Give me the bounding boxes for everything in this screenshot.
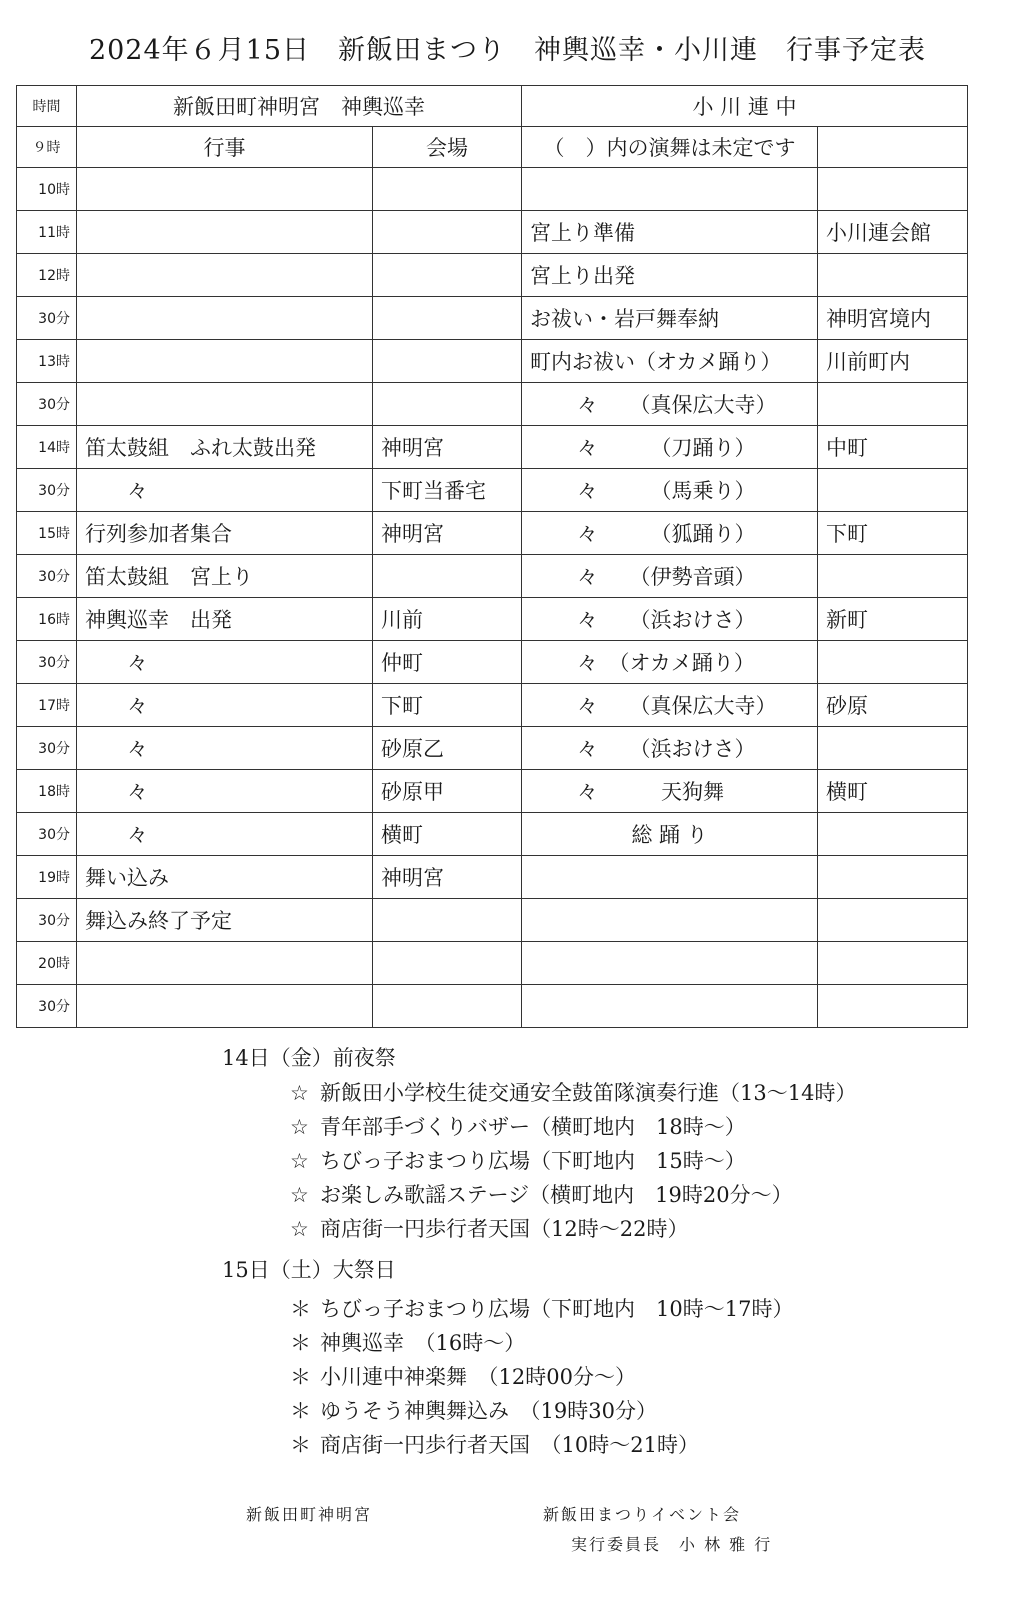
time-cell: 10時 — [17, 168, 77, 211]
event-cell: 々 — [77, 469, 373, 512]
place-cell — [818, 813, 968, 856]
event-cell: 々 — [77, 641, 373, 684]
place-cell — [818, 641, 968, 684]
place-cell: 川前町内 — [818, 340, 968, 383]
bullet-icon: ＊ — [290, 1297, 311, 1321]
bullet-icon: ☆ — [290, 1183, 309, 1207]
time-cell: 17時 — [17, 684, 77, 727]
table-row — [17, 383, 968, 426]
event-cell — [77, 985, 373, 1028]
day14-item — [290, 1111, 746, 1141]
bullet-icon: ☆ — [290, 1149, 309, 1173]
place-cell: 神明宮境内 — [818, 297, 968, 340]
day15-item — [290, 1395, 657, 1425]
event-cell: 笛太鼓組 ふれ太鼓出発 — [77, 426, 373, 469]
place-cell — [818, 469, 968, 512]
note-text: ちびっ子おまつり広場（下町地内 15時～） — [320, 1149, 746, 1173]
place-cell: 横町 — [818, 770, 968, 813]
place-header — [818, 127, 968, 168]
venue-cell: 下町当番宅 — [373, 469, 522, 512]
ogawa-cell: 々 （真保広大寺） — [522, 684, 818, 727]
event-cell: 々 — [77, 770, 373, 813]
event-cell — [77, 340, 373, 383]
venue-cell: 横町 — [373, 813, 522, 856]
table-row — [17, 297, 968, 340]
ogawa-cell: 々 （刀踊り） — [522, 426, 818, 469]
time-cell: 13時 — [17, 340, 77, 383]
ogawa-cell: お祓い・岩戸舞奉納 — [522, 297, 818, 340]
table-row — [17, 727, 968, 770]
venue-cell: 神明宮 — [373, 512, 522, 555]
bullet-icon: ☆ — [290, 1115, 309, 1139]
event-cell — [77, 383, 373, 426]
venue-cell — [373, 899, 522, 942]
event-cell — [77, 168, 373, 211]
time-cell: ９時 — [17, 127, 77, 168]
table-subheader-row — [17, 127, 968, 168]
ogawa-cell — [522, 985, 818, 1028]
bullet-icon: ＊ — [290, 1433, 311, 1457]
event-cell — [77, 942, 373, 985]
bullet-icon: ☆ — [290, 1081, 309, 1105]
time-cell: 30分 — [17, 813, 77, 856]
ogawa-cell: 々 （浜おけさ） — [522, 598, 818, 641]
day14-item — [290, 1077, 856, 1107]
venue-cell: 砂原甲 — [373, 770, 522, 813]
table-row — [17, 985, 968, 1028]
venue-cell: 神明宮 — [373, 856, 522, 899]
event-cell — [77, 254, 373, 297]
page-title: 2024年６月15日 新飯田まつり 神輿巡幸・小川連 行事予定表 — [88, 35, 927, 66]
table-row — [17, 168, 968, 211]
place-cell — [818, 254, 968, 297]
note-text: 新飯田小学校生徒交通安全鼓笛隊演奏行進（13～14時） — [320, 1081, 857, 1105]
ogawa-cell: 々 （浜おけさ） — [522, 727, 818, 770]
time-cell: 30分 — [17, 727, 77, 770]
note-text: ちびっ子おまつり広場（下町地内 10時～17時） — [320, 1297, 794, 1321]
note-text: お楽しみ歌謡ステージ（横町地内 19時20分～） — [320, 1183, 793, 1207]
note-text: 青年部手づくりバザー（横町地内 18時～） — [320, 1115, 746, 1139]
place-cell: 下町 — [818, 512, 968, 555]
venue-cell: 川前 — [373, 598, 522, 641]
day15-item — [290, 1361, 636, 1391]
bullet-icon: ＊ — [290, 1331, 311, 1355]
event-cell: 々 — [77, 727, 373, 770]
place-cell: 新町 — [818, 598, 968, 641]
ogawa-cell: 総 踊 り — [522, 813, 818, 856]
bullet-icon: ＊ — [290, 1399, 311, 1423]
table-row — [17, 254, 968, 297]
place-cell: 小川連会館 — [818, 211, 968, 254]
venue-cell: 仲町 — [373, 641, 522, 684]
place-cell: 中町 — [818, 426, 968, 469]
venue-cell — [373, 168, 522, 211]
place-cell — [818, 383, 968, 426]
time-cell: 15時 — [17, 512, 77, 555]
table-row — [17, 340, 968, 383]
bullet-icon: ☆ — [290, 1217, 309, 1241]
venue-cell — [373, 942, 522, 985]
day14-item — [290, 1145, 746, 1175]
ogawa-note: （ ）内の演舞は未定です — [522, 127, 818, 168]
day14-item — [290, 1179, 793, 1209]
ogawa-cell: 宮上り出発 — [522, 254, 818, 297]
ogawa-cell: 宮上り準備 — [522, 211, 818, 254]
day14-heading: 14日（金）前夜祭 — [222, 1046, 396, 1070]
table-row — [17, 211, 968, 254]
day15-item — [290, 1429, 699, 1459]
table-row — [17, 512, 968, 555]
footer-shrine: 新飯田町神明宮 — [246, 1505, 373, 1524]
place-cell — [818, 856, 968, 899]
time-cell: 30分 — [17, 469, 77, 512]
ogawa-cell — [522, 899, 818, 942]
ogawa-cell: 町内お祓い（オカメ踊り） — [522, 340, 818, 383]
place-cell — [818, 168, 968, 211]
time-cell: 30分 — [17, 297, 77, 340]
ogawa-cell: 々 （馬乗り） — [522, 469, 818, 512]
place-cell: 砂原 — [818, 684, 968, 727]
table-row — [17, 598, 968, 641]
venue-cell — [373, 555, 522, 598]
table-row — [17, 899, 968, 942]
time-cell: 20時 — [17, 942, 77, 985]
time-cell: 30分 — [17, 641, 77, 684]
time-cell: 11時 — [17, 211, 77, 254]
day15-item — [290, 1327, 525, 1357]
table-row — [17, 641, 968, 684]
ogawa-cell: 々 （オカメ踊り） — [522, 641, 818, 684]
event-cell — [77, 211, 373, 254]
ogawa-cell — [522, 168, 818, 211]
event-cell — [77, 297, 373, 340]
schedule-table — [16, 85, 968, 1028]
event-cell: 々 — [77, 684, 373, 727]
event-cell: 神輿巡幸 出発 — [77, 598, 373, 641]
table-header-row — [17, 86, 968, 127]
note-text: 神輿巡幸 （16時～） — [320, 1331, 526, 1355]
table-row — [17, 684, 968, 727]
table-row — [17, 770, 968, 813]
bullet-icon: ＊ — [290, 1365, 311, 1389]
day14-item — [290, 1213, 688, 1243]
time-cell: 18時 — [17, 770, 77, 813]
venue-cell: 神明宮 — [373, 426, 522, 469]
day15-item — [290, 1293, 793, 1323]
venue-cell: 下町 — [373, 684, 522, 727]
venue-cell — [373, 211, 522, 254]
time-header: 時間 — [17, 86, 77, 127]
ogawa-cell: 々 （真保広大寺） — [522, 383, 818, 426]
table-row — [17, 813, 968, 856]
event-header: 行事 — [77, 127, 373, 168]
place-cell — [818, 985, 968, 1028]
note-text: 商店街一円歩行者天国（12時～22時） — [320, 1217, 689, 1241]
footer-chairman: 実行委員長 小 林 雅 行 — [571, 1535, 773, 1554]
ogawa-cell — [522, 856, 818, 899]
place-cell — [818, 942, 968, 985]
venue-cell: 砂原乙 — [373, 727, 522, 770]
ogawa-cell — [522, 942, 818, 985]
ogawa-header: 小 川 連 中 — [522, 86, 968, 127]
event-cell: 舞い込み — [77, 856, 373, 899]
table-row — [17, 942, 968, 985]
ogawa-cell: 々 天狗舞 — [522, 770, 818, 813]
table-row — [17, 426, 968, 469]
event-cell: 舞込み終了予定 — [77, 899, 373, 942]
venue-cell — [373, 297, 522, 340]
day15-heading: 15日（土）大祭日 — [222, 1258, 396, 1282]
ogawa-cell: 々 （伊勢音頭） — [522, 555, 818, 598]
event-cell: 笛太鼓組 宮上り — [77, 555, 373, 598]
place-cell — [818, 899, 968, 942]
note-text: 商店街一円歩行者天国 （10時～21時） — [320, 1433, 699, 1457]
time-cell: 30分 — [17, 899, 77, 942]
venue-cell — [373, 340, 522, 383]
time-cell: 30分 — [17, 383, 77, 426]
note-text: 小川連中神楽舞 （12時00分～） — [320, 1365, 636, 1389]
mikoshi-header: 新飯田町神明宮 神輿巡幸 — [77, 86, 522, 127]
ogawa-cell: 々 （狐踊り） — [522, 512, 818, 555]
table-row — [17, 856, 968, 899]
note-text: ゆうそう神輿舞込み （19時30分） — [320, 1399, 657, 1423]
place-cell — [818, 727, 968, 770]
time-cell: 19時 — [17, 856, 77, 899]
venue-cell — [373, 985, 522, 1028]
venue-cell — [373, 254, 522, 297]
table-row — [17, 555, 968, 598]
venue-header: 会場 — [373, 127, 522, 168]
venue-cell — [373, 383, 522, 426]
event-cell: 々 — [77, 813, 373, 856]
footer-organizer: 新飯田まつりイベント会 — [543, 1505, 742, 1524]
time-cell: 30分 — [17, 555, 77, 598]
time-cell: 30分 — [17, 985, 77, 1028]
time-cell: 16時 — [17, 598, 77, 641]
table-row — [17, 469, 968, 512]
event-cell: 行列参加者集合 — [77, 512, 373, 555]
place-cell — [818, 555, 968, 598]
time-cell: 12時 — [17, 254, 77, 297]
time-cell: 14時 — [17, 426, 77, 469]
